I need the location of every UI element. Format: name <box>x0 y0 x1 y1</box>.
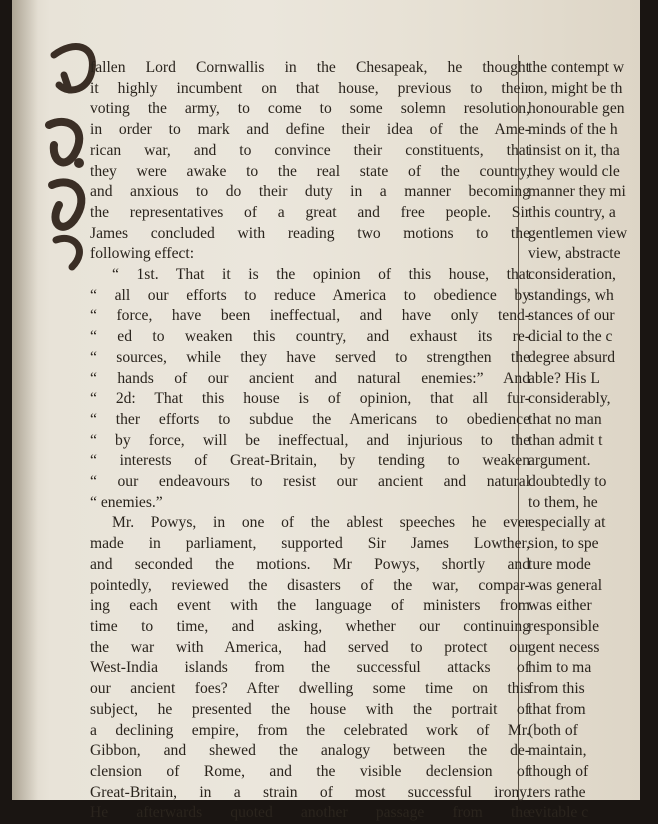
article-column-left <box>90 58 530 824</box>
text-line: West-India islands from the successful attacks of <box>90 659 530 677</box>
text-line: time to time, and asking, whether our continuing <box>90 617 530 635</box>
text-line: ing each event with the language of ministers from <box>90 597 530 615</box>
text-line: and anxious to do their duty in a manner becoming <box>90 183 530 201</box>
text-line: stances of our <box>528 307 615 325</box>
text-line: gent necess <box>528 638 600 656</box>
article-column-right <box>528 58 658 824</box>
text-line: they would cle <box>528 162 620 180</box>
text-line: considerably, <box>528 390 611 408</box>
text-line: especially at <box>528 514 606 532</box>
text-line: “ interests of Great-Britain, by tending to weaken <box>90 452 530 470</box>
text-line: James concluded with reading two motions to the <box>90 224 530 242</box>
text-line: that from <box>528 700 586 718</box>
text-line: “ 2d: That this house is of opinion, that all fur- <box>90 390 530 408</box>
text-line: sion, to spe <box>528 535 599 553</box>
text-line: responsible <box>528 617 600 635</box>
text-line: maintain, <box>528 742 587 760</box>
text-line: was either <box>528 597 592 615</box>
text-line: “ enemies.” <box>90 493 163 511</box>
text-line: evitable c <box>528 804 589 822</box>
text-line: the contempt w <box>528 59 625 76</box>
text-line: ters rathe <box>528 783 586 801</box>
text-line: than admit t <box>528 431 603 449</box>
text-line: minds of the h <box>528 121 618 139</box>
text-line: “ by force, will be ineffectual, and injurious to the <box>90 431 530 449</box>
text-line: him to ma <box>528 659 592 677</box>
text-line: the war with America, had served to protect our <box>90 638 530 656</box>
text-line: Mr. Powys, in one of the ablest speeches he ever <box>112 514 530 532</box>
text-line: clension of Rome, and the visible declension of <box>90 762 530 780</box>
text-line: was general <box>528 576 603 594</box>
text-line: doubtedly to <box>528 473 607 491</box>
text-line: “ 1st. That it is the opinion of this house, that <box>112 266 530 284</box>
text-line: able? His L <box>528 369 600 387</box>
text-line: that no man <box>528 410 602 428</box>
text-line: pointedly, reviewed the disasters of the war, compar- <box>90 576 530 594</box>
text-line: following effect: <box>90 245 195 263</box>
text-line: argument. <box>528 452 591 470</box>
text-line: ture mode <box>528 555 591 573</box>
text-line: Great-Britain, in a strain of most successful irony. <box>90 783 530 801</box>
text-line: standings, wh <box>528 286 614 304</box>
text-line: in order to mark and define their idea of the Ame- <box>90 121 530 139</box>
text-line: they were awake to the real state of the country, <box>90 162 530 180</box>
text-line: voting the army, to come to some solemn resolution, <box>90 100 530 118</box>
text-line: the representatives of a great and free people. Sir <box>90 203 530 221</box>
text-line: to them, he <box>528 493 598 511</box>
text-line: subject, he presented the house with the portrait of <box>90 700 530 718</box>
text-line: rican war, and to convince their constituents, that <box>90 141 530 159</box>
text-line: “ force, have been ineffectual, and have only tend- <box>90 307 530 325</box>
text-line: and seconded the motions. Mr Powys, shortly and <box>90 555 530 573</box>
text-line: (both of <box>528 721 578 739</box>
text-line: dicial to the c <box>528 328 613 346</box>
text-line: “ our endeavours to resist our ancient and natural <box>90 473 530 491</box>
text-line: He afterwards quoted another passage from the <box>90 804 530 822</box>
text-line: it highly incumbent on that house, previous to their <box>90 79 530 97</box>
text-line: on, might be th <box>528 79 623 97</box>
text-line: fallen Lord Cornwallis in the Chesapeak, he thought <box>90 59 530 76</box>
text-line: “ hands of our ancient and natural enemies:” And <box>90 369 530 387</box>
text-line: degree absurd <box>528 348 616 366</box>
text-line: our ancient foes? After dwelling some time on this <box>90 680 530 698</box>
text-line: manner they mi <box>528 183 626 201</box>
text-line: insist on it, tha <box>528 141 620 159</box>
text-line: view, abstracte <box>528 245 621 263</box>
text-line: “ ed to weaken this country, and exhaust its re- <box>90 328 530 346</box>
text-line: “ all our efforts to reduce America to obedience by <box>90 286 530 304</box>
text-line: this country, a <box>528 203 616 221</box>
newspaper-page <box>12 0 640 822</box>
text-line: consideration, <box>528 266 616 284</box>
text-line: Gibbon, and shewed the analogy between the de- <box>90 742 530 760</box>
text-line: a declining empire, from the celebrated work of Mr. <box>90 721 530 739</box>
text-line: “ ther efforts to subdue the Americans to obedience <box>90 410 530 428</box>
text-line: made in parliament, supported Sir James Lowther, <box>90 535 530 553</box>
text-line: honourable gen <box>528 100 625 118</box>
text-line: gentlemen view <box>528 224 628 242</box>
text-line: “ sources, while they have served to strengthen the <box>90 348 530 366</box>
text-line: from this <box>528 680 585 698</box>
text-line: though of <box>528 762 589 780</box>
